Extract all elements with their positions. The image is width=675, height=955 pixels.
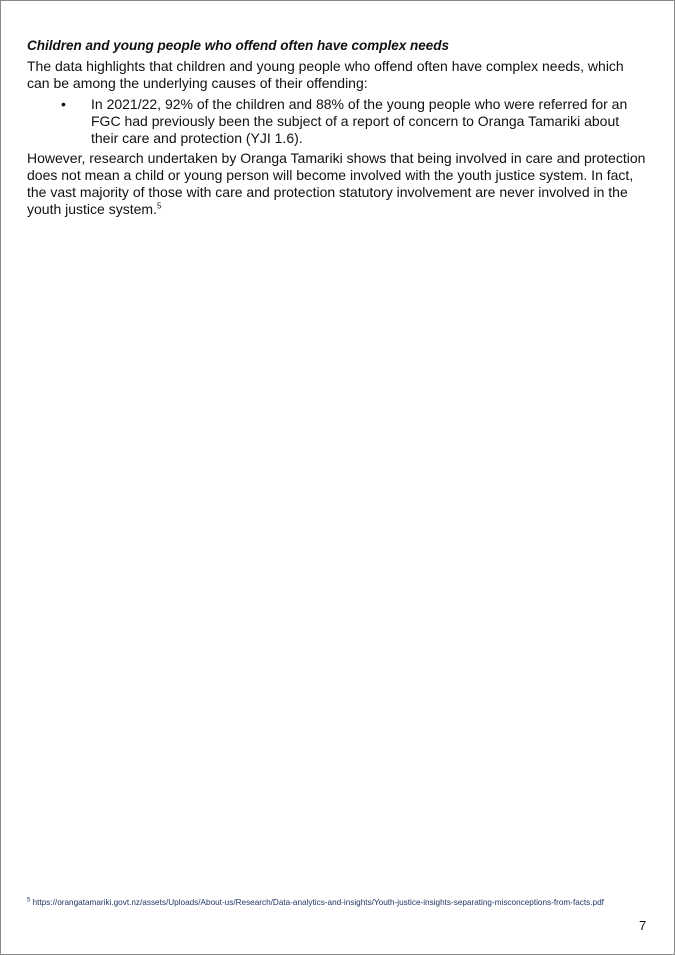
bullet-item [27, 96, 647, 147]
page-content [27, 37, 647, 218]
page-number: 7 [639, 918, 647, 933]
footnote-reference[interactable]: 5 [156, 201, 162, 211]
bullet-list [27, 96, 647, 147]
bullet-marker: • [61, 96, 66, 112]
bullet-text: In 2021/22, 92% of the children and 88% of the young people who were referred for an FGC had previously been the subject of a report of concern to Oranga Tamariki about their care and protection (YJI 1.6). [91, 96, 628, 146]
footnote [27, 898, 647, 908]
closing-paragraph [27, 150, 647, 218]
intro-paragraph: The data highlights that children and young people who offend often have complex needs, which can be among the underlying causes of their offending: [27, 58, 624, 91]
section-heading: Children and young people who offend often have complex needs [27, 38, 450, 53]
closing-text: However, research undertaken by Oranga Tamariki shows that being involved in care and protection does not mean a child or young person will become involved with the youth justice system. In fact, the vast majority of those with care and protection statutory involvement are never involved in the youth justice system. [27, 150, 646, 217]
footnote-number: 5 [27, 897, 31, 904]
footnote-link[interactable]: https://orangatamariki.govt.nz/assets/Uploads/About-us/Research/Data-analytics-and-insights/Youth-justice-insights-separating-misconceptions-from-facts.pdf [32, 898, 604, 907]
